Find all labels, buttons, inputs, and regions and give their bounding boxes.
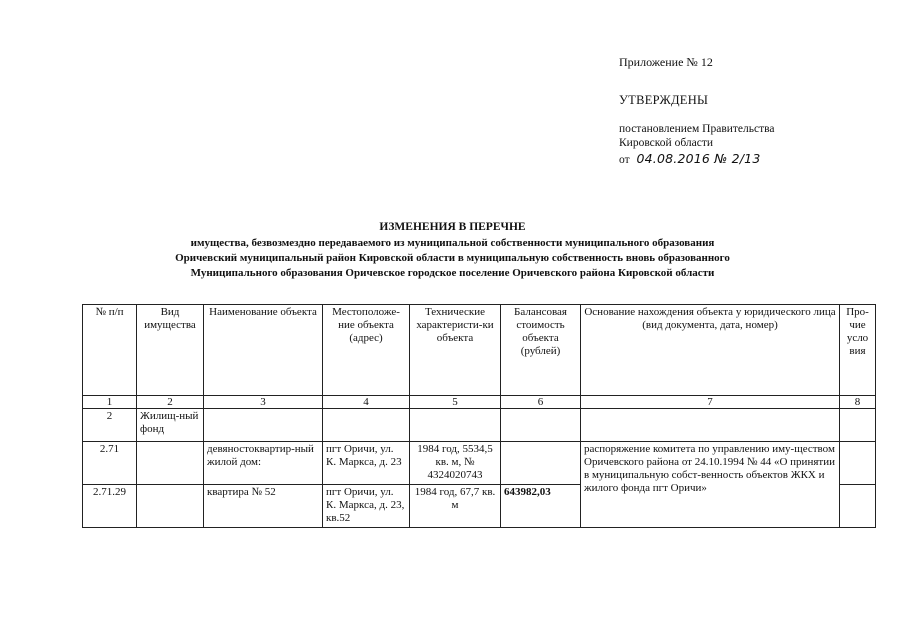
header-balance-value: Балансовая стоимость объекта (рублей) (501, 305, 581, 396)
appendix-number: Приложение № 12 (619, 55, 713, 69)
col-num-2: 2 (137, 396, 204, 409)
approved-by-line2: Кировской области (619, 137, 714, 149)
approved-by-line1: постановлением Правительства (619, 123, 775, 135)
document-title: ИЗМЕНЕНИЯ В ПЕРЕЧНЕ (379, 221, 526, 233)
col-num-1: 1 (83, 396, 137, 409)
col-num-7: 7 (581, 396, 840, 409)
document-subtitle-line2: Оричевский муниципальный район Кировской области в муниципальную собственность вновь образованного (175, 252, 730, 264)
row3-kind (137, 485, 204, 528)
row2-number: 2.71 (83, 442, 137, 485)
row3-address: пгт Оричи, ул. К. Маркса, д. 23, кв.52 (323, 485, 410, 528)
table-header-row (83, 305, 876, 396)
row1-other (840, 409, 876, 442)
row3-number: 2.71.29 (83, 485, 137, 528)
header-basis: Основание нахождения объекта у юридического лица (вид документа, дата, номер) (581, 305, 840, 396)
header-number: № п/п (83, 305, 137, 396)
header-object-name: Наименование объекта (204, 305, 323, 396)
col-num-8: 8 (840, 396, 876, 409)
row1-kind: Жилищ-ный фонд (137, 409, 204, 442)
property-table (82, 304, 876, 528)
row2-kind (137, 442, 204, 485)
table-row (83, 442, 876, 485)
header-property-kind: Вид имущества (137, 305, 204, 396)
row1-tech (410, 409, 501, 442)
row2-value (501, 442, 581, 485)
row3-other (840, 485, 876, 528)
table-row (83, 409, 876, 442)
approval-date-line (619, 151, 761, 166)
col-num-4: 4 (323, 396, 410, 409)
handwritten-date-number: 04.08.2016 № 2/13 (636, 151, 761, 166)
col-num-6: 6 (501, 396, 581, 409)
row3-tech: 1984 год, 67,7 кв. м (410, 485, 501, 528)
row2-name: девяностоквартир-ный жилой дом: (204, 442, 323, 485)
col-num-5: 5 (410, 396, 501, 409)
row1-address (323, 409, 410, 442)
row3-name: квартира № 52 (204, 485, 323, 528)
header-other: Про-чие усло вия (840, 305, 876, 396)
row1-value (501, 409, 581, 442)
row1-name (204, 409, 323, 442)
approved-label: УТВЕРЖДЕНЫ (619, 93, 709, 107)
col-num-3: 3 (204, 396, 323, 409)
column-number-row (83, 396, 876, 409)
row1-number: 2 (83, 409, 137, 442)
row2-other (840, 442, 876, 485)
header-location: Местоположе-ние объекта (адрес) (323, 305, 410, 396)
row1-basis (581, 409, 840, 442)
row3-value: 643982,03 (501, 485, 581, 528)
document-subtitle-line1: имущества, безвозмездно передаваемого из муниципальной собственности муниципального образования (190, 237, 715, 249)
date-prefix: от (619, 154, 630, 166)
row2-tech: 1984 год, 5534,5 кв. м, № 4324020743 (410, 442, 501, 485)
header-technical: Технические характеристи-ки объекта (410, 305, 501, 396)
basis-cell: распоряжение комитета по управлению иму-ществом Оричевского района от 24.10.1994 № 44 «О принятии в муниципальную собст-венность объектов ЖКХ и жилого фонда пгт Оричи» (581, 442, 840, 528)
document-subtitle-line3: Муниципального образования Оричевское городское поселение Оричевского района Кировской области (190, 267, 715, 279)
row2-address: пгт Оричи, ул. К. Маркса, д. 23 (323, 442, 410, 485)
